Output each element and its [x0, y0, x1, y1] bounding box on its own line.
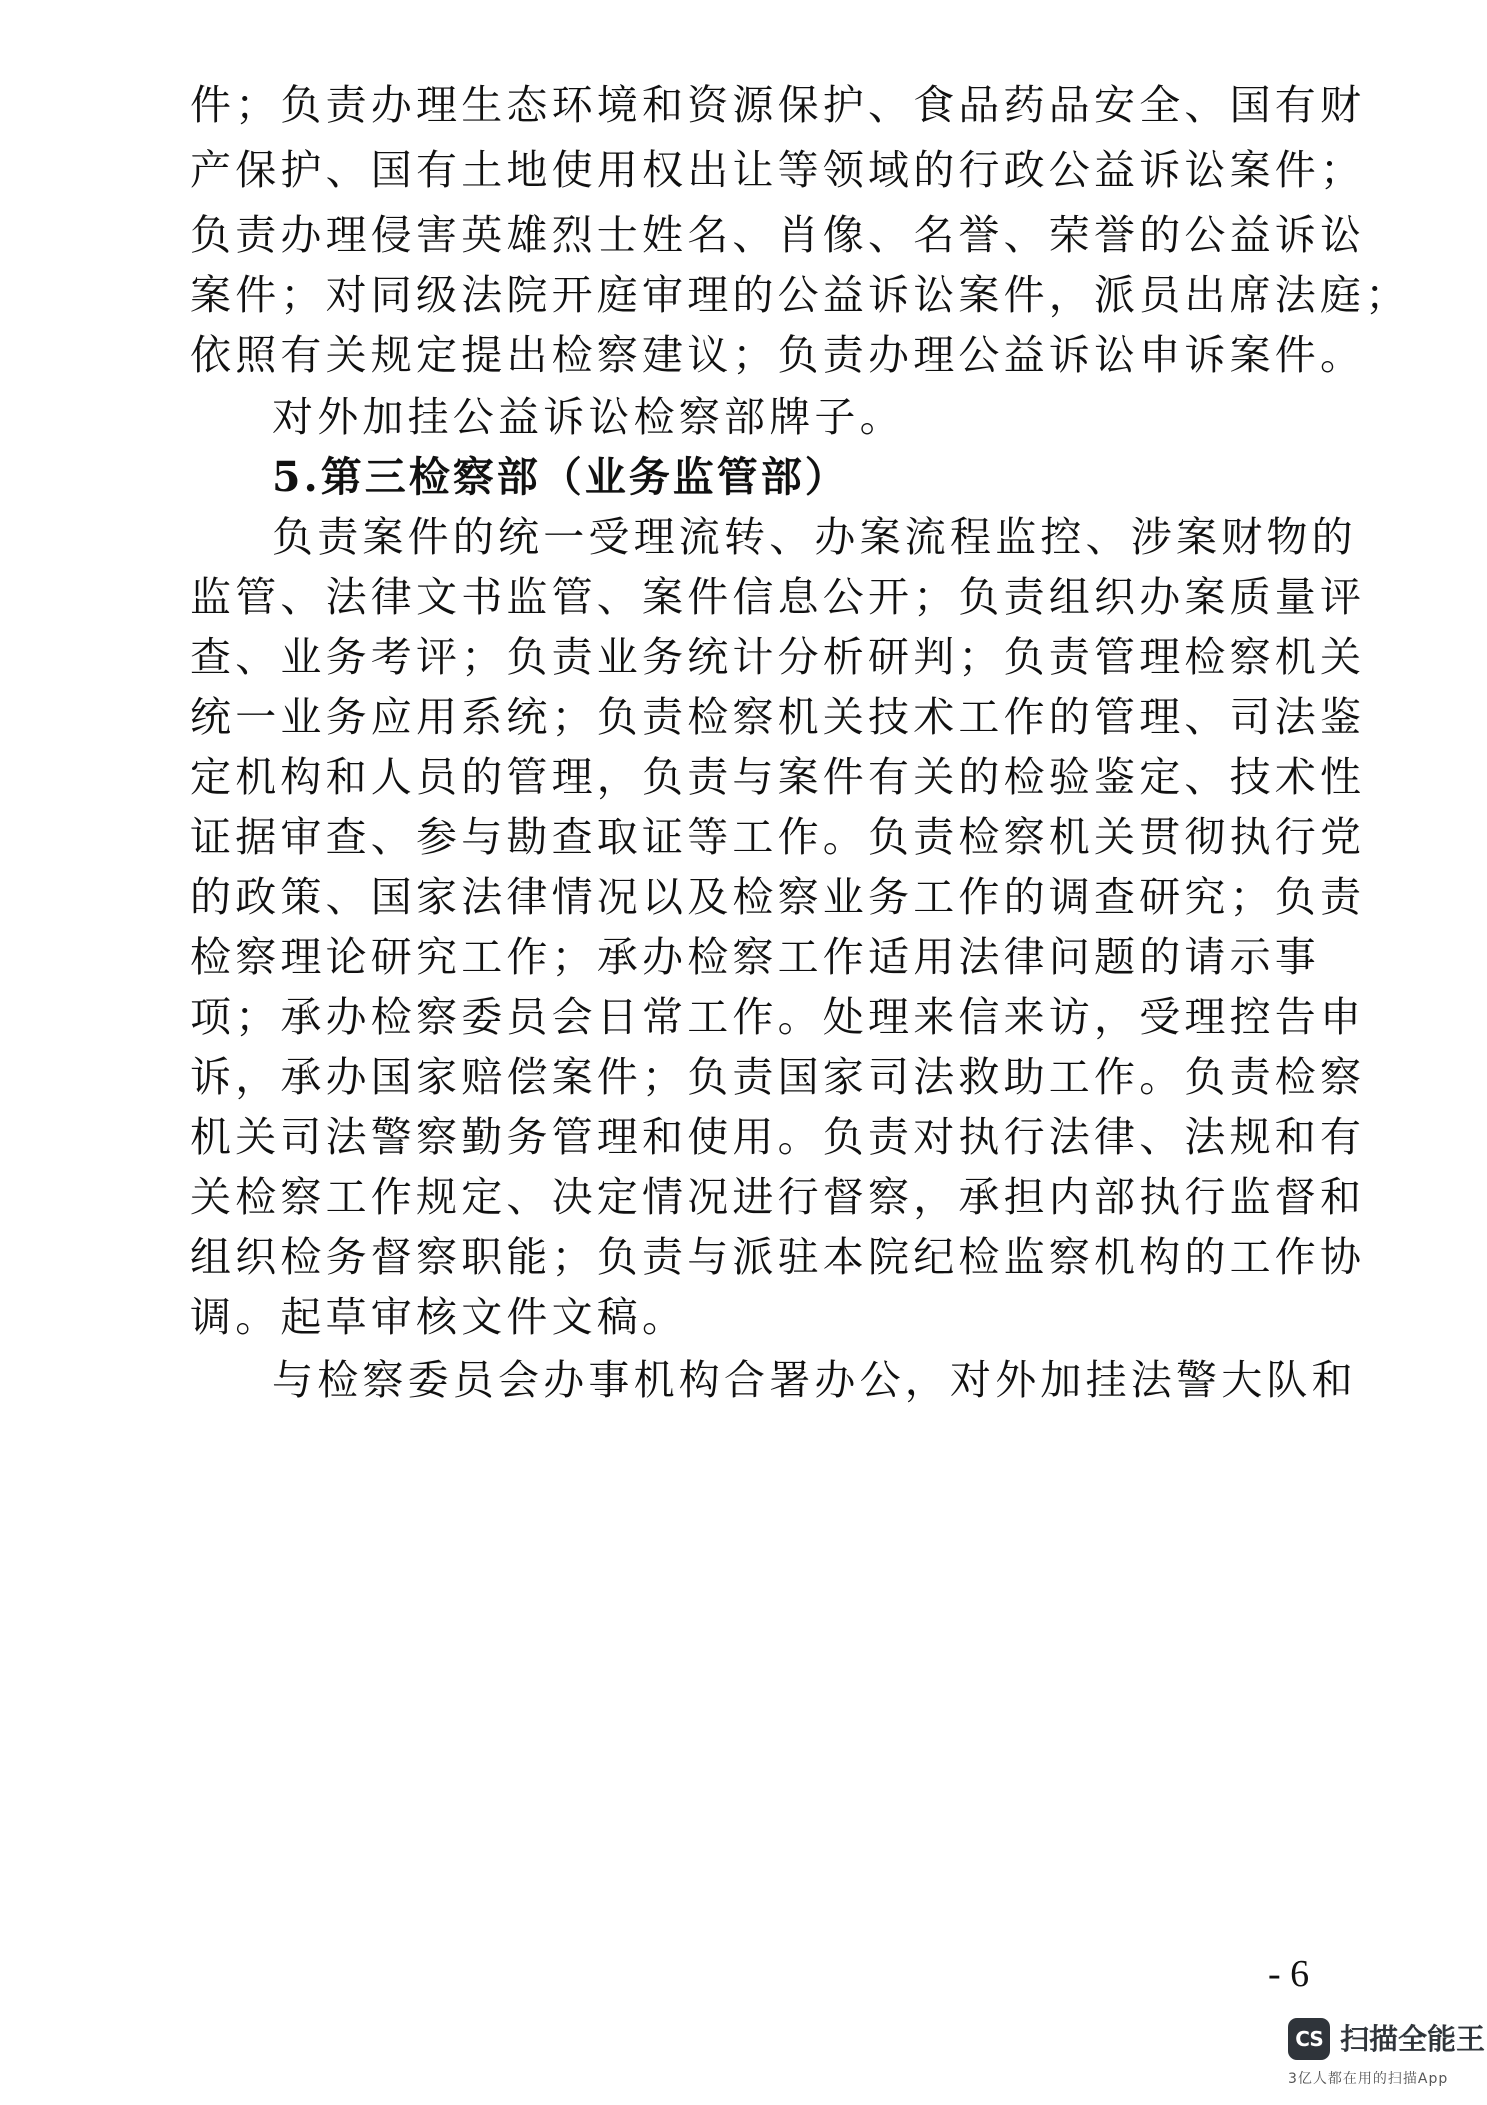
- scanner-watermark: [1288, 2018, 1486, 2098]
- text-line: 的政策、国家法律情况以及检察业务工作的调查研究；负责: [190, 873, 1366, 921]
- watermark-name: 扫描全能王: [1340, 2022, 1486, 2056]
- page-number: - 6: [1268, 1953, 1310, 1995]
- text-line: 诉，承办国家赔偿案件；负责国家司法救助工作。负责检察: [190, 1053, 1366, 1101]
- text-line: 对外加挂公益诉讼检察部牌子。: [272, 393, 905, 441]
- text-line: 检察理论研究工作；承办检察工作适用法律问题的请示事: [190, 933, 1320, 981]
- text-line: 监管、法律文书监管、案件信息公开；负责组织办案质量评: [190, 573, 1366, 621]
- section-heading: 5.第三检察部（业务监管部）: [272, 453, 849, 501]
- text-line: 机关司法警察勤务管理和使用。负责对执行法律、法规和有: [190, 1113, 1366, 1161]
- text-line: 证据审查、参与勘查取证等工作。负责检察机关贯彻执行党: [190, 813, 1366, 861]
- text-line: 与检察委员会办事机构合署办公，对外加挂法警大队和: [272, 1356, 1357, 1404]
- text-line: 负责案件的统一受理流转、办案流程监控、涉案财物的: [272, 513, 1357, 561]
- text-line: 统一业务应用系统；负责检察机关技术工作的管理、司法鉴: [190, 693, 1366, 741]
- text-line: 查、业务考评；负责业务统计分析研判；负责管理检察机关: [190, 633, 1366, 681]
- watermark-slogan: 3亿人都在用的扫描App: [1288, 2071, 1449, 2087]
- text-line: 定机构和人员的管理，负责与案件有关的检验鉴定、技术性: [190, 753, 1366, 801]
- text-line: 调。起草审核文件文稿。: [190, 1293, 688, 1341]
- text-line: 产保护、国有土地使用权出让等领域的行政公益诉讼案件；: [190, 146, 1366, 194]
- text-line: 组织检务督察职能；负责与派驻本院纪检监察机构的工作协: [190, 1233, 1366, 1281]
- text-line: 项；承办检察委员会日常工作。处理来信来访，受理控告申: [190, 993, 1366, 1041]
- text-line: 负责办理侵害英雄烈士姓名、肖像、名誉、荣誉的公益诉讼: [190, 211, 1366, 259]
- text-line: 依照有关规定提出检察建议；负责办理公益诉讼申诉案件。: [190, 331, 1366, 379]
- text-line: 件；负责办理生态环境和资源保护、食品药品安全、国有财: [190, 81, 1366, 129]
- text-line: 案件；对同级法院开庭审理的公益诉讼案件，派员出席法庭；: [190, 271, 1411, 319]
- text-line: 关检察工作规定、决定情况进行督察，承担内部执行监督和: [190, 1173, 1366, 1221]
- camscanner-logo-icon: CS: [1288, 2018, 1330, 2060]
